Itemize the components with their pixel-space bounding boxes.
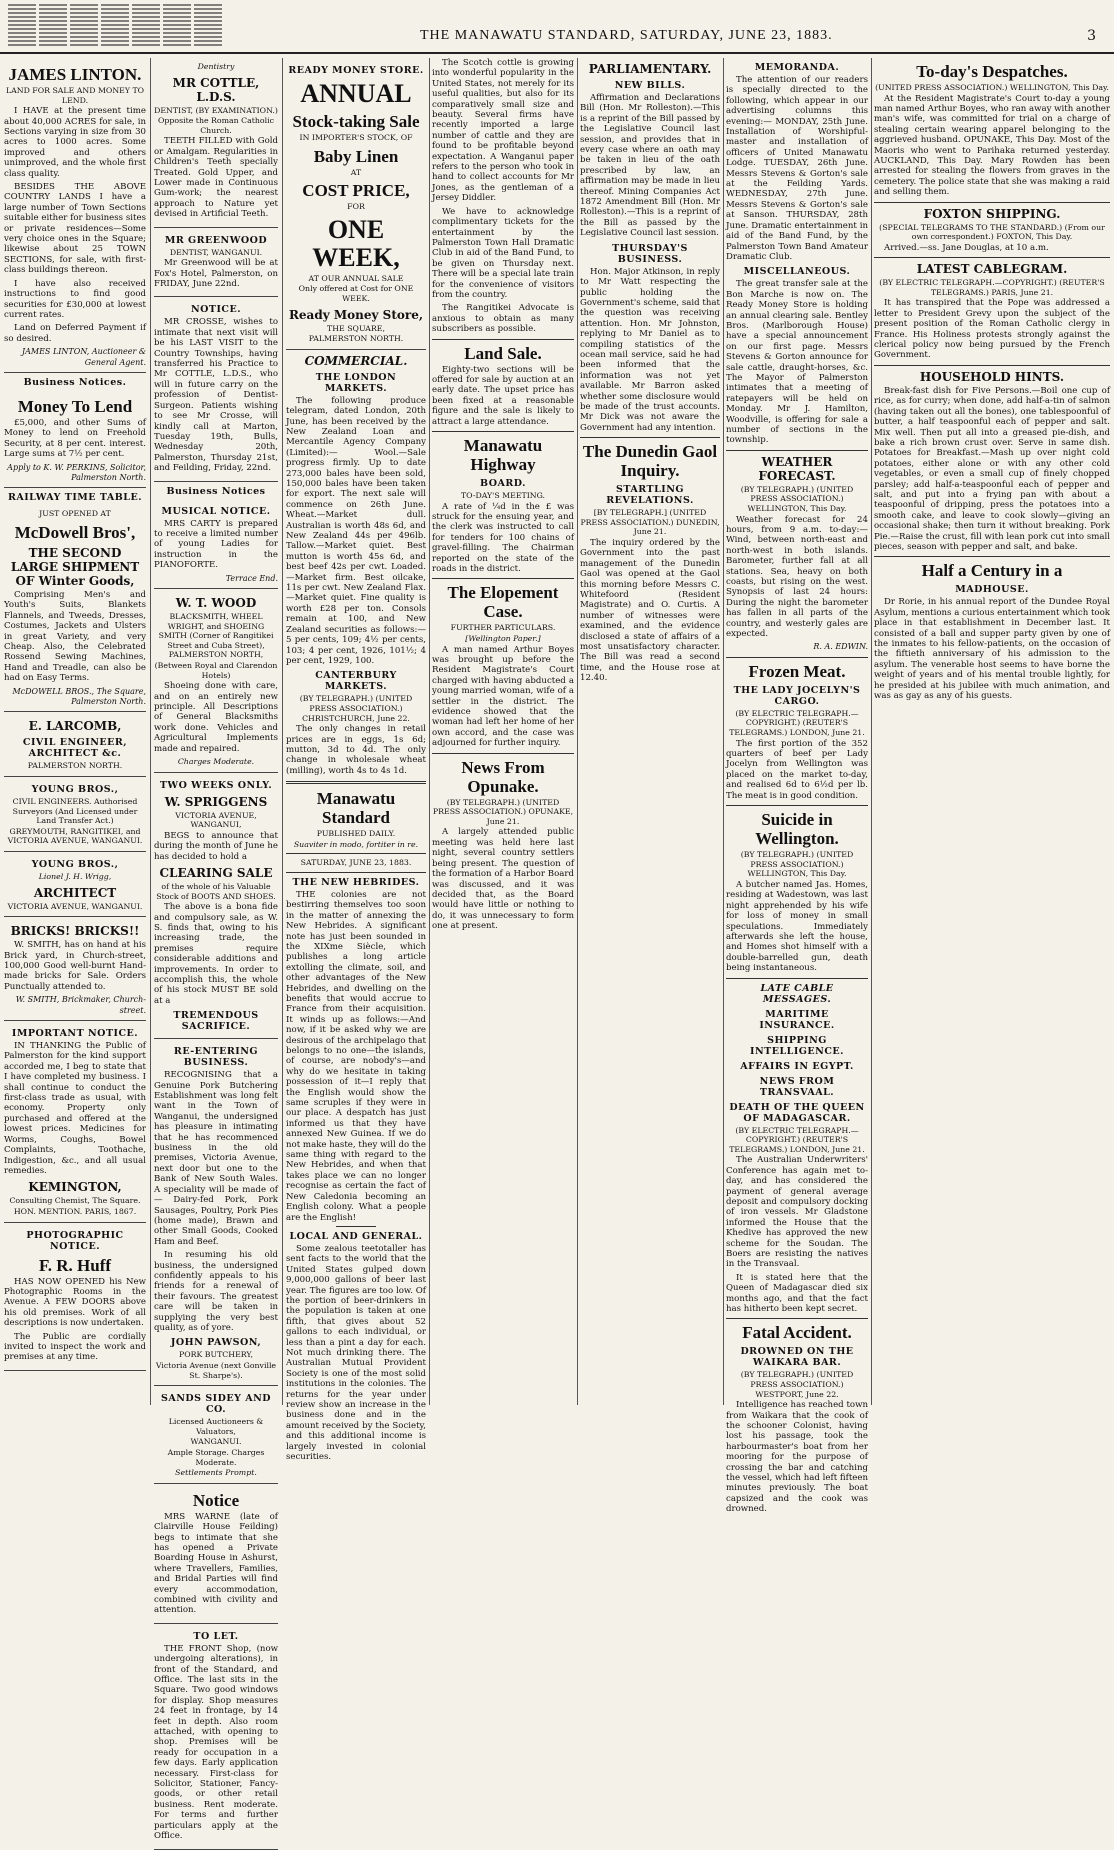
ad-pawson-addr: Victoria Avenue (next Gonville St. Sharpe's). <box>155 1360 277 1380</box>
column-5 <box>580 58 720 1405</box>
ad-musical-head: MUSICAL NOTICE. <box>161 505 271 517</box>
ad-important-body: IN THANKING the Public of Palmerston for the kind support accorded me, I beg to state that I have completed my business. I shall continue to conduct the first-class trade as usual, with economy. Property only purchased and offered at the lowest prices. Medicines for Worms, Coughs, Bowel Complaints, Toothache, Indigestion, &c., and all usual remedies. <box>4 1041 146 1176</box>
frozen-meat-body: The first portion of the 352 quarters of beef per Lady Jocelyn from Wellington was placed on the market to-day, and realised 6d to 6½d per lb. The meat is in good condition. <box>726 738 868 801</box>
section-business-notices: Business Notices. <box>23 376 127 388</box>
ad-to-let-body: THE FRONT Shop, (now undergoing alterations), in front of the Standard, and Office. The last sits in the Square. Two good windows for display. Shop measures 24 feet in frontage, by 14 feet in depth. Also room attached, with opening to shop. Premises will be ready for occupation in a few days. Early application necessary. First-class for Solicitor, Stationer, Fancy-goods, or other retail business. Rent moderate. For terms and further particulars apply at the Office. <box>154 1643 278 1842</box>
cable-tag: (BY ELECTRIC TELEGRAPH.—COPYRIGHT.) (REUTER'S TELEGRAMS.) LONDON, June 21. <box>729 1125 865 1154</box>
divider <box>726 657 868 658</box>
canterbury-markets-sub: (BY TELEGRAPH.) (UNITED PRESS ASSOCIATION.) CHRISTCHURCH, June 22. <box>299 694 413 723</box>
ad-to-let-head: TO LET. <box>193 1630 239 1642</box>
thursday-business-head: THURSDAY'S BUSINESS. <box>612 242 688 265</box>
ad-ready-money-store <box>286 58 426 350</box>
article-highway-head: Manawatu Highway <box>463 436 543 474</box>
ad-mcdowell-intro: JUST OPENED AT <box>39 509 111 519</box>
divider <box>432 339 574 340</box>
household-hints-body: Break-fast dish for Five Persons.—Boil one cup of rice, as for curry; when done, add half-a-tin of salmon (having taken out all the bones), one tablespoonful of butter, a half teaspoonful each of pepper and salt. Mix well. Then put all into a greased pie-dish, and bake a rich brown crust over. Serve in same dish. Potatoes for Breakfast.—Mash up over night cold potatoes, either alone or with any other cold vegetables, or even a small cup of finely chopped parsley; add half-a-teaspoonful each of pepper and salt, and put into a frying pan with about a teaspoonful of dripping, press the potatoes into a smooth cake, and leave to cook slowly—giving an occasional shake; then turn it without breaking. Pork Pie.—Raise the crust, fill with lean pork cut into small pieces, season with pepper and salt, and bake. <box>874 385 1110 552</box>
cable-shipping: SHIPPING INTELLIGENCE. <box>750 1034 844 1057</box>
despatches-body: At the Resident Magistrate's Court to-day a young man named Arthur Boyes, who ran away with another man's wife, was committed for trial on a charge of stealing certain wearing apparel belonging to the aggrieved husband. OPUNAKE, This Day. Most of the Maoris who went to Parihaka returned yesterday. AUCKLAND, This Day. Mary Rowden has been arrested for stealing the flowers from graves in the cemetery. The police state that she was making a raid and selling them. <box>874 93 1110 198</box>
ad-mcdowell-body: Comprising Men's and Youth's Suits, Blankets Flannels, and Tweeds, Dresses, Costumes, Jackets and Ulsters in great Variety, and very Cheap. Also, the Celebrated Rossend Sewing Machines, Hand and Treadle, can also be had on Easy Terms. <box>4 589 146 684</box>
ad-bricks <box>4 917 146 1021</box>
ad-important <box>4 1021 146 1222</box>
local-general-body: Some zealous teetotaller has sent facts to the world that the United States gulped down 9,000,000 gallons of beer last year. The figures are too low. Of the portion of beer-drinkers in the population is taken at one fifth, that gives about 52 gallons to each individual, or less than a pint a day for each. Not much drinking there. The Australian Mutual Provident Society is one of the most solid institutions in the colonies. The returns for the year under review show an increase in the business done and in the amount received by the Society, and this additional income is largely invested in colonial securities. <box>286 1243 426 1463</box>
divider <box>726 1318 868 1319</box>
ad-crosse-head: NOTICE. <box>190 304 242 316</box>
ad-cottle-name: MR COTTLE, L.D.S. <box>172 75 260 104</box>
ad-young2-trade: ARCHITECT <box>33 885 117 900</box>
ad-wood-trade: BLACKSMITH, WHEEL WRIGHT, and SHOEING SMITH (Corner of Rangitikei Street and Cuba Street), PALMERSTON NORTH, <box>158 611 274 660</box>
ad-cottle-sub: DENTIST, (BY EXAMINATION.) <box>154 105 278 115</box>
divider <box>874 202 1110 203</box>
weather-forecast-signature: R. A. EDWIN. <box>813 642 868 652</box>
ad-cottle <box>154 58 278 228</box>
cable-queen-body: It is stated here that the Queen of Madagascar died six months ago, and that the fact has hitherto been kept secret. <box>726 1272 868 1314</box>
ad-bricks-title: BRICKS! BRICKS!! <box>10 924 140 939</box>
ad-pawson-body: RECOGNISING that a Genuine Pork Butchering Establishment was long felt want in the Town of Wanganui, the undersigned has pleasure in intimating that he has recommenced business in the old premises, Victoria Avenue, next door but one to the Bank of New South Wales. A speciality will be made of— Dairy-fed Pork, Pork Sausages, Poultry, Pork Pies (home made), Brawn and other Small Goods, Cooked Ham and Beef. <box>154 1070 278 1247</box>
article-new-hebrides-head: THE NEW HEBRIDES. <box>292 876 420 888</box>
ad-cottle-body: TEETH FILLED with Gold or Amalgam. Regularities in Children's Teeth specially Treated. Gold Upper, and Lower made in Continuous Gum-work; the nearest approach to Nature yet devised in Artificial Teeth. <box>154 136 278 220</box>
article-elopement-head: The Elopement Case. <box>447 583 559 622</box>
thursday-business-body: Hon. Major Atkinson, in reply to Mr Watt respecting the public holding the Government's scheme, said that the question was receiving attention. Hon. Mr Johnston, replying to Mr Daniel as to compiling statistics of the ocean mail service, said he had been informed that the information was not yet available. Mr Barron asked whether some disclosure would be made of the trust accounts. Mr Dick was not aware the Government had any intention. <box>580 266 720 433</box>
new-bills-body: Affirmation and Declarations Bill (Hon. Mr Rolleston).—This is a reprint of the Bill passed by the Legislative Council last session, and provides that in every case where an oath may be taken in lieu of the oath prescribed by law, an affirmation may be made in lieu thereof. Mining Companies Act 1872 Amendment Bill (Hon. Mr Rolleston).—This is a reprint of the Bill as passed by the Legislative Council last session. <box>580 93 720 239</box>
frozen-meat-tag: (BY ELECTRIC TELEGRAPH.—COPYRIGHT.) (REUTER'S TELEGRAMS.) LONDON, June 21. <box>729 708 865 738</box>
ad-spriggens-name: W. SPRIGGENS <box>164 794 268 809</box>
ad-greenwood-body: Mr Greenwood will be at Fox's Hotel, Palmerston, on FRIDAY, June 22nd. <box>154 258 278 290</box>
ad-larcombe <box>4 712 146 777</box>
divider <box>432 753 574 754</box>
ad-store-place: PALMERSTON NORTH. <box>308 334 404 344</box>
article-dunedin-sub: [BY TELEGRAPH.] (UNITED PRESS ASSOCIATION.) DUNEDIN, June 21. <box>580 508 720 537</box>
despatches-head: To-day's Despatches. <box>916 62 1068 81</box>
article-dunedin-gaol-head: The Dunedin Gaol Inquiry. <box>582 442 718 481</box>
article-dunedin-body: The inquiry ordered by the Government into the past management of the Dunedin Gaol was opened at the Gaol this morning before Messrs C. Whitefoord (Resident Magistrate) and O. Curtis. A number of witnesses were examined, and the evidence disclosed a state of affairs of a most unsatisfactory character. The Bill was read a second time, and the House rose at 12.40. <box>580 537 720 684</box>
ad-kemington-sub: Consulting Chemist, The Square. <box>9 1196 141 1206</box>
ad-wood-charges: Charges Moderate. <box>177 756 255 766</box>
ad-spriggens-body: BEGS to announce that during the month of June he has decided to hold a <box>154 830 278 862</box>
memoranda-body: The attention of our readers is specially directed to the following, which appear in our advertising columns this evening:— MONDAY, 25th June. Installation of Worshipful-master and installation of officers of United Manawatu Lodge. TUESDAY, 26th June. Messrs Stevens & Gorton's sale at the Feilding Yards. WEDNESDAY, 27th June. Messrs Stevens & Gorton's sale at Sanson. THURSDAY, 28th June. Dramatic entertainment in aid of the Band Fund, by the Palmerston Town Band Amateur Dramatic Club. <box>726 75 868 262</box>
divider <box>432 431 574 432</box>
ad-bricks-signature: W. SMITH, Brickmaker, Church-street. <box>15 995 146 1015</box>
ad-linton <box>4 58 146 373</box>
ad-wood-name: W. T. WOOD <box>175 595 257 610</box>
ad-spriggens <box>154 773 278 1040</box>
column-6 <box>726 58 868 1515</box>
ad-sidey-storage: Ample Storage. Charges Moderate. <box>167 1447 265 1467</box>
ad-linton-signature: JAMES LINTON, Auctioneer & General Agent. <box>21 347 146 367</box>
ad-carty-body: MRS CARTY is prepared to receive a limited number of young Ladies for instruction in the PIANOFORTE. <box>154 518 278 571</box>
london-markets-body: The following produce telegram, dated London, 20th June, has been received by the New Zealand Loan and Mercantile Agency Company (Limited):— Wool.—Sale progress firmly. Up to date 273,000 bales have been sold, 150,000 bales have been taken for export. The next sale will commence on 26th June. Wheat.—Market dull. Australian is worth 48s 6d, and New Zealand 44s per 496lb. Tallow.—Market quiet. Best mutton is worth 45s 6d, and best beef 42s per cwt. Loaded.—Market firm. Best oilcake, 11s per cwt. New Zealand Flax.—Market quiet. Fine quality is worth £28 per ton. Consols remain at 100, and New Zealand securities as follows:—5 per cents, 109; 4½ per cents, 103; 4 per cent, 1926, 101½; 4 per cent, 1929, 100. <box>286 395 426 666</box>
ad-young-engineers <box>4 777 146 852</box>
page-title: THE MANAWATU STANDARD, SATURDAY, JUNE 23, 1883. <box>420 28 833 43</box>
ad-spriggens-addr: VICTORIA AVENUE, WANGANUI, <box>175 810 257 830</box>
article-opunake-sub: (BY TELEGRAPH.) (UNITED PRESS ASSOCIATION.) OPUNAKE, June 21. <box>432 797 574 826</box>
divider <box>874 365 1110 366</box>
ad-store-name: Ready Money Store, <box>288 307 424 322</box>
flag-sub: PUBLISHED DAILY. <box>316 829 396 839</box>
ad-sidey-trade: Licensed Auctioneers & Valuators, <box>168 1417 264 1436</box>
ad-linton-besides: BESIDES THE ABOVE COUNTRY LANDS I have a large number of Town Sections suitable either for business sites or private residences—Some very choice ones in the Square; likewise about 25 TOWN SECTIONS, for sale, with first-class buildings thereon. <box>4 182 146 276</box>
memoranda-head: MEMORANDA. <box>754 62 840 73</box>
local-band-tickets: We have to acknowledge complimentary tickets for the entertainment by the Palmerston Town Hall Dramatic Club in aid of the Band Fund, to be given on Thursday next. There will be a special late train for the convenience of visitors from the country. <box>432 206 574 300</box>
ad-young-place: GREYMOUTH, RANGITIKEI, and VICTORIA AVENUE, WANGANUI. <box>7 826 143 846</box>
ad-larcombe-trade: CIVIL ENGINEER, ARCHITECT &c. <box>22 737 128 760</box>
ad-carty <box>154 499 278 589</box>
ad-bricks-body: W. SMITH, has on hand at his Brick yard, in Church-street, 100,000 Good well-burnt Hand-made bricks for Sale. Orders Punctually attended to. <box>4 940 146 992</box>
ad-photo-title: PHOTOGRAPHIC NOTICE. <box>26 1229 124 1252</box>
latest-cablegram-tag: (BY ELECTRIC TELEGRAPH.—COPYRIGHT.) (REUTER'S TELEGRAMS.) PARIS, June 21. <box>879 278 1105 297</box>
ad-cottle-addr: Opposite the Roman Catholic Church. <box>158 116 274 135</box>
suicide-body: A butcher named Jas. Homes, residing at Wadestown, was last night apprehended by his wife for loss of money in small speculations. Immediately afterwards she left the house, and Homes shot himself with a double-barrelled gun, death being instantaneous. <box>726 879 868 974</box>
railway-timetable-head: RAILWAY TIME TABLE. <box>7 492 143 504</box>
article-highway-board: BOARD. <box>480 478 526 489</box>
ad-sidey-name: SANDS SIDEY AND CO. <box>161 1393 271 1416</box>
divider <box>726 978 868 979</box>
masthead <box>0 0 1114 60</box>
ad-store-only: Only offered at Cost for ONE WEEK. <box>298 284 414 303</box>
flag-rule <box>286 781 426 784</box>
flag-date: SATURDAY, JUNE 23, 1883. <box>300 858 412 868</box>
article-highway-body: A rate of ¼d in the £ was struck for the ensuing year, and the clerk was instructed to call for tenders for 100 chains of gravel-filling. The Chairman reported on the state of the roads in the district. <box>432 501 574 575</box>
article-elopement-source: [Wellington Paper.] <box>465 634 541 644</box>
ad-huff-body: HAS NOW OPENED his New Photographic Rooms in the Avenue. A FEW DOORS above his old premises. Work of all descriptions is now undertaken. <box>4 1276 146 1329</box>
divider <box>580 437 720 438</box>
ad-young2-name: YOUNG BROS., <box>31 859 119 870</box>
ad-wood-loc: (Between Royal and Clarendon Hotels) <box>154 660 278 680</box>
ad-store-oneweek: ONE WEEK, <box>312 214 400 272</box>
ad-mcdowell-title: McDowell Bros', <box>14 522 136 542</box>
cable-body: The Australian Underwriters' Conference has again met to-day, and has considered the payment of general average deposit and compulsory docking of iron vessels. Mr Gladstone informed the House that the Khedive has approved the new scheme for the Soudan. The Boers are resisting the natives in the Transvaal. <box>726 1155 868 1270</box>
cable-transvaal: NEWS FROM TRANSVAAL. <box>759 1075 835 1098</box>
ad-young2-place: VICTORIA AVENUE, WANGANUI. <box>7 901 143 911</box>
ad-larcombe-name: E. LARCOMB, <box>28 719 122 734</box>
ad-clearing-body: The above is a bona fide and compulsory sale, as W. S. finds that, owing to his increasing trade, the premises require considerable additions and improvements. In order to accomplish this, the whole of his stock MUST BE sold at a <box>154 902 278 1006</box>
ad-important-title: IMPORTANT NOTICE. <box>11 1028 139 1040</box>
frozen-meat-head: Frozen Meat. <box>748 661 846 681</box>
household-hints-head: HOUSEHOLD HINTS. <box>919 369 1065 384</box>
ad-wood <box>154 589 278 773</box>
ad-store-stocktake: Stock-taking Sale <box>292 112 420 131</box>
ad-store-square: THE SQUARE, <box>327 323 385 333</box>
madhouse-sub: MADHOUSE. <box>955 584 1029 596</box>
ad-greenwood-sub: DENTIST, WANGANUI. <box>169 247 263 257</box>
ad-pawson-resume: In resuming his old business, the undersigned confidently appeals to his friends for a renewal of their favours. The greatest care will be taken in supplying the very best quality, as of yore. <box>154 1250 278 1333</box>
column-rule <box>577 58 578 1405</box>
ad-crosse <box>154 297 278 481</box>
new-bills-head: NEW BILLS. <box>614 80 686 91</box>
flag-rule-2 <box>286 853 426 854</box>
masthead-logo-fragment <box>8 4 248 50</box>
ad-money-title: Money To Lend <box>17 396 133 416</box>
ad-young-architect <box>4 852 146 917</box>
ad-kemington-name: KEMINGTON, <box>28 1180 122 1195</box>
ad-clearing-sub: of the whole of his Valuable Stock of BOOTS AND SHOES. <box>156 881 276 901</box>
weather-forecast-sub: (BY TELEGRAPH.) (UNITED PRESS ASSOCIATION.) WELLINGTON, This Day. <box>740 484 854 513</box>
ad-store-cost: COST PRICE, <box>302 181 410 201</box>
foxton-shipping-head: FOXTON SHIPPING. <box>923 206 1061 221</box>
section-commercial: COMMERCIAL. <box>304 353 408 368</box>
cable-queen: DEATH OF THE QUEEN OF MADAGASCAR. <box>729 1101 865 1124</box>
flag-motto: Suaviter in modo, fortiter in re. <box>293 839 419 849</box>
section-business-notices-2: Business Notices <box>166 485 266 497</box>
column-2 <box>154 58 278 1842</box>
latest-cablegram-body: It has transpired that the Pope was addressed a letter to President Grevy upon the subject of the present position of the Roman Catholic clergy in France. His Holiness protests strongly against the clerical policy now being pursued by the French Government. <box>874 298 1110 361</box>
ad-store-annual: ANNUAL <box>300 79 412 108</box>
ad-cottle-label: Dentistry <box>197 62 235 71</box>
miscellaneous-body: The great transfer sale at the Bon Marche is now on. The Ready Money Store is holding an annual clearing sale. Bentley Bros. (Marlborough House) have a special announcement on our first page. Messrs Stevens & Gorton announce for sale cattle, draught-horses, &c. The Mayor of Palmerston intimates that a meeting of ratepayers will be held on Monday. Mr J. Hamilton, Woodville, is offering for sale a number of sections in the township. <box>726 279 868 446</box>
ad-mcdowell <box>4 505 146 712</box>
ad-reentering-head: RE-ENTERING BUSINESS. <box>173 1046 259 1069</box>
ad-clearing-sale: CLEARING SALE <box>159 865 273 880</box>
despatches-sub: (UNITED PRESS ASSOCIATION.) WELLINGTON, This Day. <box>875 83 1109 92</box>
cable-insurance: MARITIME INSURANCE. <box>759 1008 835 1031</box>
ad-sidey-settle: Settlements Prompt. <box>175 1468 257 1478</box>
column-rule <box>150 58 151 1405</box>
fatal-accident-sub: DROWNED ON THE WAIKARA BAR. <box>740 1346 854 1369</box>
divider <box>874 257 1110 258</box>
madhouse-head: Half a Century in a <box>921 561 1063 581</box>
article-opunake-body: A largely attended public meeting was held here last night, several country settlers being present. The question of the formation of a Harbor Board was discussed, and it was decided that, as the Board would have little or nothing to do, it was unnecessary to form one at present. <box>432 827 574 932</box>
ad-kemington-note: HON. MENTION. PARIS, 1867. <box>13 1206 137 1216</box>
flag-title: Manawatu Standard <box>316 789 396 828</box>
article-opunake-head: News From Opunake. <box>461 757 545 796</box>
article-elopement-sub: FURTHER PARTICULARS. <box>450 623 556 633</box>
ad-pawson <box>154 1039 278 1386</box>
ad-spriggens-two-weeks: TWO WEEKS ONLY. <box>159 779 273 791</box>
ad-warne-head: Notice <box>192 1490 240 1510</box>
ad-huff-name: F. R. Huff <box>38 1255 112 1275</box>
ad-carty-addr: Terrace End. <box>225 573 278 583</box>
divider <box>726 450 868 451</box>
ad-store-annual2: AT OUR ANNUAL SALE <box>308 273 404 283</box>
ad-money-apply: Apply to K. W. PERKINS, Solicitor, Palmerston North. <box>7 462 146 482</box>
weather-forecast-head: WEATHER FORECAST. <box>758 454 836 483</box>
column-rule <box>723 58 724 1405</box>
ad-linton-deferred: Land on Deferred Payment if so desired. <box>4 323 146 344</box>
suicide-head: Suicide in Wellington. <box>755 810 839 849</box>
fatal-accident-body: Intelligence has reached town from Waikara that the cook of the schooner Colonist, having lost his passage, took the harbourmaster's boat from her mooring for the purpose of crossing the bar and catching the vessel, which had left fifteen minutes previously. The boat capsized and the cook was drowned. <box>726 1400 868 1515</box>
ad-huff-invite: The Public are cordially invited to inspect the work and premises at any time. <box>4 1331 146 1363</box>
ad-greenwood <box>154 228 278 298</box>
miscellaneous-head: MISCELLANEOUS. <box>743 266 851 278</box>
ad-sidey <box>154 1386 278 1484</box>
ad-to-let <box>154 1624 278 1850</box>
suicide-sub: (BY TELEGRAPH.) (UNITED PRESS ASSOCIATION.) WELLINGTON, This Day. <box>740 850 854 879</box>
ad-wood-body: Shoeing done with care, and on an entirely new principle. All Descriptions of General Blacksmiths work done. Vehicles and Agricultural Implements made and repaired. <box>154 681 278 754</box>
column-rule <box>871 58 872 1405</box>
ad-store-linen: Baby Linen <box>313 146 399 166</box>
column-rule <box>282 58 283 1405</box>
ad-crosse-body: MR CROSSE, wishes to intimate that next visit will be his LAST VISIT to the Country Townships, having transferred his Practice to Mr COTTLE, L.D.S., who will in future carry on the profession of Dentist-Surgeon. Patients wishing to see Mr Crosse, will kindly call at Marton, Tuesday 19th, Bulls, Wednesday 20th, Palmerston, Thursday 21st, and Feilding, Friday, 22nd. <box>154 317 278 474</box>
fatal-accident-tag: (BY TELEGRAPH.) (UNITED PRESS ASSOCIATION.) WESTPORT, June 22. <box>740 1370 854 1399</box>
late-cable-head: LATE CABLE MESSAGES. <box>760 982 834 1005</box>
local-scotch-cattle: The Scotch cottle is growing into wonderful popularity in the United States, not merely for its useful qualities, but also for its comparatively small size and beauty. Several firms have recently imported a large number of cattle and they are found to be profitable beyond expectation. A Wanganui paper refers to the person who took in hand to collect accounts for Mr Jones, as the gentleman of a Jersey Diddler. <box>432 58 574 204</box>
column-4 <box>432 58 574 1405</box>
ad-store-banner: READY MONEY STORE. <box>288 65 424 76</box>
ad-money <box>4 390 146 488</box>
ad-linton-amount: I have also received instructions to find good securities for £30,000 at lowest current rates. <box>4 278 146 320</box>
article-new-hebrides-body: THE colonies are not bestirring themselves too soon in the matter of annexing the New Hebrides. A significant note has just been sounded in the XIXme Siècle, which publishes a long article extolling the climate, soil, and other advantages of the New Hebrides, and dwelling on the benefits that would accrue to France from their acquisition. It winds up as follows:—And now, if it be asked why we are desirous of the archipelago that belongs to no one—the islands, of course, are nobody's—and why do we hesitate in taking possession of it—I reply that the English would show the same scruples if they were in our place. A despatch has just informed us that they have annexed New Guinea. If we do not make haste, they will do the same thing with regard to the New Hebrides, and when that takes place we can no longer recognise as certain the fact of New Caledonia becoming an English colony. What a people are the English! <box>286 889 426 1223</box>
fatal-accident-head: Fatal Accident. <box>742 1323 852 1343</box>
column-rule <box>429 58 430 1405</box>
ad-young2-partner: Lionel J. H. Wrigg, <box>38 872 112 881</box>
ad-warne-body: MRS WARNE (late of Clairville House Feilding) begs to intimate that she has opened a Private Boarding House in Ashurst, where Travellers, Families, and Bridal Parties will find every accommodation, combined with civility and attention. <box>154 1511 278 1616</box>
flag-rule-3 <box>286 872 426 873</box>
foxton-shipping-sub: (SPECIAL TELEGRAMS TO THE STANDARD.) (From our own correspondent.) FOXTON, This Day. <box>879 222 1105 242</box>
column-3 <box>286 58 426 1463</box>
ad-store-at: AT <box>350 167 362 177</box>
ad-linton-subtitle: LAND FOR SALE AND MONEY TO LEND. <box>5 86 145 105</box>
divider <box>726 805 868 806</box>
divider <box>874 556 1110 557</box>
ad-larcombe-place: PALMERSTON NORTH. <box>27 761 123 771</box>
ad-photographic <box>4 1223 146 1371</box>
foxton-shipping-body: Arrived.—ss. Jane Douglas, at 10 a.m. <box>884 242 1049 253</box>
madhouse-body: Dr Rorie, in his annual report of the Dundee Royal Asylum, mentions a curious entertainment which took place in that establishment in December last. It consisted of a ball and supper party given by one of the inmates to his fellow-patients, on the occasion of the fiftieth anniversary of his admission to the asylum. The venerable host seems to have borne the weight of years and of his mental trouble lightly, for he presided at his jubilee with much animation, and was as gay as any of his guests. <box>874 597 1110 702</box>
ad-mcdowell-subtitle: THE SECOND LARGE SHIPMENT OF Winter Goods, <box>10 545 140 588</box>
article-highway-sub: TO-DAY'S MEETING. <box>460 491 546 500</box>
ad-warne <box>154 1484 278 1624</box>
ad-sidey-place: WANGANUI. <box>190 1437 242 1447</box>
ad-store-for: FOR <box>347 202 365 212</box>
local-rangitikei: The Rangitikei Advocate is anxious to obtain as many subscribers as possible. <box>432 303 574 335</box>
weather-forecast-body: Weather forecast for 24 hours, from 9 a.m. to-day:— Wind, between north-east and north-west in both islands. Barometer, further fall at all stations. Sea, heavy on both coasts, but rising on the west. Synopsis of last 24 hours: During the night the barometer has fallen in all parts of the country, and westerly gales are expected. <box>726 514 868 640</box>
canterbury-markets-head: CANTERBURY MARKETS. <box>315 670 397 693</box>
masthead-rule <box>0 52 1114 54</box>
london-markets-head: THE LONDON MARKETS. <box>315 371 397 394</box>
frozen-meat-sub: THE LADY JOCELYN'S CARGO. <box>733 684 861 707</box>
column-1 <box>4 58 146 1405</box>
article-elopement-body: A man named Arthur Boyes was brought up before the Resident Magistrate's Court charged with having abducted a young married woman, wife of a settler in the district. The evidence showed that the woman had left her home of her own accord, and the case was adjourned for further inquiry. <box>432 644 574 749</box>
ad-pawson-trade: PORK BUTCHERY, <box>178 1350 254 1360</box>
page-number: 3 <box>1087 28 1096 44</box>
ad-linton-body: I HAVE at the present time about 40,000 ACRES for sale, in Sections varying in size from 30 acres to 1000 acres. Some improved and others unimproved, and the whole first class quality. <box>4 106 146 179</box>
column-7 <box>874 58 1110 1405</box>
ad-linton-title: JAMES LINTON. <box>8 65 142 84</box>
local-general-head: LOCAL AND GENERAL. <box>289 1230 423 1242</box>
divider <box>432 578 574 579</box>
ad-store-sub: IN IMPORTER'S STOCK, OF <box>299 133 413 142</box>
ad-young-name: YOUNG BROS., <box>31 784 119 796</box>
section-parliamentary: PARLIAMENTARY. <box>588 62 712 76</box>
article-land-sale-head: Land Sale. <box>464 343 542 363</box>
ad-sacrifice: TREMENDOUS SACRIFICE. <box>173 1010 259 1033</box>
article-land-sale-body: Eighty-two sections will be offered for sale by auction at an early date. The upset price has been fixed at a reasonable figure and the sale is likely to attract a large attendance. <box>432 364 574 427</box>
ad-greenwood-name: MR GREENWOOD <box>164 234 268 246</box>
cable-egypt: AFFAIRS IN EGYPT. <box>740 1060 854 1072</box>
ad-mcdowell-signature: McDOWELL BROS., The Square, Palmerston North. <box>12 686 146 707</box>
article-dunedin-startling: STARTLING REVELATIONS. <box>606 484 694 507</box>
latest-cablegram-head: LATEST CABLEGRAM. <box>916 262 1068 277</box>
ad-young-trade: CIVIL ENGINEERS. Authorised Surveyors (And Licensed under Land Transfer Act.) <box>12 797 138 826</box>
canterbury-markets-body: The only changes in retail prices are in eggs, 1s 6d; mutton, 3d to 4d. The only change in wholesale wheat (milling), worth 4s to 4s 1d. <box>286 724 426 776</box>
ad-pawson-name: JOHN PAWSON, <box>170 1337 262 1349</box>
divider <box>336 1226 376 1227</box>
ad-money-body: £5,000, and other Sums of Money to lend on Freehold Security, at 8 per cent. interest. Large sums at 7½ per cent. <box>4 417 146 460</box>
